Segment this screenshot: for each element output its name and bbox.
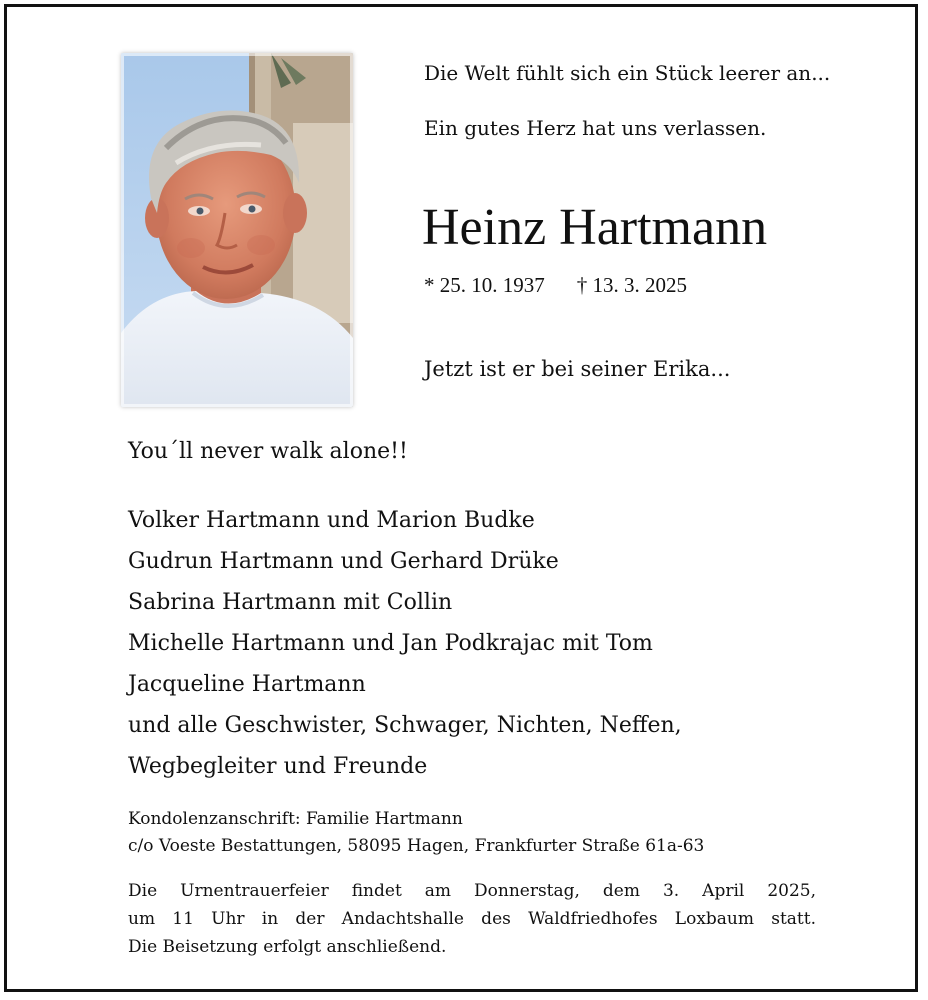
birth-date: * 25. 10. 1937: [424, 273, 545, 297]
intro-line-1: Die Welt fühlt sich ein Stück leerer an...: [424, 61, 831, 85]
mourner-line: Michelle Hartmann und Jan Podkrajac mit Tom: [128, 631, 653, 656]
intro-line-2: Ein gutes Herz hat uns verlassen.: [424, 116, 767, 140]
mourner-line: Wegbegleiter und Freunde: [128, 754, 428, 779]
mourners-list: [128, 500, 682, 787]
ceremony-line-1: Die Urnentrauerfeier findet am Donnerstag, dem 3. April 2025,: [128, 881, 816, 901]
mourner-line: Volker Hartmann und Marion Budke: [128, 508, 535, 533]
address-line-2: c/o Voeste Bestattungen, 58095 Hagen, Frankfurter Straße 61a-63: [128, 836, 705, 856]
life-dates: [424, 272, 687, 298]
reunion-line: Jetzt ist er bei seiner Erika...: [424, 357, 731, 381]
mourner-line: und alle Geschwister, Schwager, Nichten, Neffen,: [128, 713, 682, 738]
mourner-line: Gudrun Hartmann und Gerhard Drüke: [128, 549, 559, 574]
condolence-address: [128, 806, 704, 860]
mourner-line: Jacqueline Hartmann: [128, 672, 366, 697]
mourner-line: Sabrina Hartmann mit Collin: [128, 590, 453, 615]
address-line-1: Kondolenzanschrift: Familie Hartmann: [128, 809, 463, 829]
deceased-name: Heinz Hartmann: [422, 199, 768, 256]
ceremony-line-3: Die Beisetzung erfolgt anschließend.: [128, 937, 447, 957]
ceremony-notice: [128, 877, 816, 961]
portrait-photo: [121, 53, 353, 407]
death-date: † 13. 3. 2025: [576, 273, 687, 297]
motto: You´ll never walk alone!!: [128, 439, 408, 464]
ceremony-line-2: um 11 Uhr in der Andachtshalle des Waldfriedhofes Loxbaum statt.: [128, 909, 816, 929]
